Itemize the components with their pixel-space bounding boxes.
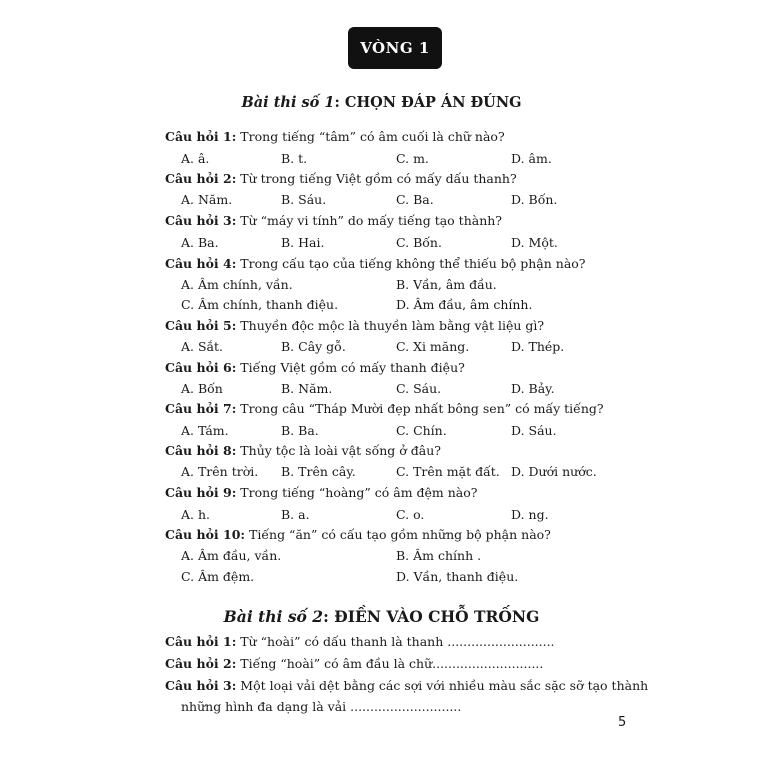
question-text: Từ trong tiếng Việt gồm có mấy dấu thanh? <box>236 171 517 186</box>
s1-q10-option-c: C. Âm đệm. <box>181 569 255 584</box>
s1-question-2 <box>165 171 517 186</box>
s1-q4-option-a: A. Âm chính, vần. <box>181 277 293 292</box>
s1-q3-option-d: D. Một. <box>511 235 558 250</box>
s1-q3-option-a: A. Ba. <box>181 235 219 250</box>
s1-q8-option-d: D. Dưới nước. <box>511 464 597 479</box>
s1-q5-option-b: B. Cây gỗ. <box>281 339 346 354</box>
s1-q4-option-b: B. Vần, âm đầu. <box>396 277 497 292</box>
section-1-title <box>0 94 763 111</box>
s1-q6-option-a: A. Bốn <box>181 381 223 396</box>
s1-q4-option-d: D. Âm đầu, âm chính. <box>396 297 533 312</box>
s1-q8-option-b: B. Trên cây. <box>281 464 356 479</box>
s1-q9-option-c: C. o. <box>396 507 425 522</box>
question-label: Câu hỏi 5: <box>165 318 237 333</box>
s1-q1-option-c: C. m. <box>396 151 429 166</box>
s1-question-10 <box>165 527 551 542</box>
s1-q5-option-d: D. Thép. <box>511 339 565 354</box>
s1-q2-option-a: A. Năm. <box>181 192 233 207</box>
s1-q7-option-b: B. Ba. <box>281 423 319 438</box>
s1-q5-option-a: A. Sắt. <box>181 339 223 354</box>
s1-q10-option-a: A. Âm đầu, vần. <box>181 548 282 563</box>
s1-q10-option-b: B. Âm chính . <box>396 548 482 563</box>
s2-question-2 <box>165 656 543 671</box>
s1-question-8 <box>165 443 441 458</box>
s1-q6-option-d: D. Bảy. <box>511 381 555 396</box>
s1-q8-option-a: A. Trên trời. <box>181 464 259 479</box>
question-label: Câu hỏi 1: <box>165 129 237 144</box>
question-text: Từ “hoài” có dấu thanh là thanh ........................... <box>236 634 555 649</box>
s1-q1-option-d: D. âm. <box>511 151 552 166</box>
s2-question-1 <box>165 634 555 649</box>
section-2-title <box>0 607 763 626</box>
s1-q10-option-d: D. Vần, thanh điệu. <box>396 569 519 584</box>
s1-question-4 <box>165 256 586 271</box>
s1-question-5 <box>165 318 544 333</box>
s1-q9-option-b: B. a. <box>281 507 310 522</box>
s1-question-9 <box>165 485 477 500</box>
section-2-title-tail: : ĐIỀN VÀO CHỖ TRỐNG <box>323 607 540 626</box>
question-text: Tiếng “hoài” có âm đầu là chữ............................ <box>236 656 544 671</box>
s1-q7-option-a: A. Tám. <box>181 423 229 438</box>
s1-q9-option-a: A. h. <box>181 507 210 522</box>
question-label: Câu hỏi 6: <box>165 360 237 375</box>
s1-q9-option-d: D. ng. <box>511 507 549 522</box>
question-label: Câu hỏi 8: <box>165 443 237 458</box>
s1-q4-option-c: C. Âm chính, thanh điệu. <box>181 297 339 312</box>
s1-q1-option-b: B. t. <box>281 151 308 166</box>
s1-question-7 <box>165 401 604 416</box>
round-badge: VÒNG 1 <box>348 27 442 69</box>
s1-question-6 <box>165 360 465 375</box>
s1-q3-option-b: B. Hai. <box>281 235 325 250</box>
s1-question-3 <box>165 213 502 228</box>
s1-q6-option-b: B. Năm. <box>281 381 333 396</box>
question-text: Từ “máy vi tính” do mấy tiếng tạo thành? <box>236 213 503 228</box>
s1-q8-option-c: C. Trên mặt đất. <box>396 464 500 479</box>
question-text: Trong cấu tạo của tiếng không thể thiếu bộ phận nào? <box>236 256 586 271</box>
question-text: Thủy tộc là loài vật sống ở đâu? <box>236 443 441 458</box>
s1-q1-option-a: A. â. <box>181 151 210 166</box>
question-text: Thuyền độc mộc là thuyền làm bằng vật liệu gì? <box>236 318 545 333</box>
question-text: Trong câu “Tháp Mười đẹp nhất bông sen” có mấy tiếng? <box>236 401 604 416</box>
question-label: Câu hỏi 4: <box>165 256 237 271</box>
s1-q2-option-d: D. Bốn. <box>511 192 558 207</box>
s1-question-1 <box>165 129 505 144</box>
section-1-title-lead: Bài thi số 1 <box>241 94 335 111</box>
question-text: Trong tiếng “hoàng” có âm đệm nào? <box>236 485 478 500</box>
s1-q7-option-c: C. Chín. <box>396 423 447 438</box>
s1-q5-option-c: C. Xi măng. <box>396 339 470 354</box>
question-text: Trong tiếng “tâm” có âm cuối là chữ nào? <box>236 129 505 144</box>
question-label: Câu hỏi 10: <box>165 527 246 542</box>
question-text: Tiếng Việt gồm có mấy thanh điệu? <box>236 360 465 375</box>
question-label: Câu hỏi 1: <box>165 634 237 649</box>
question-label: Câu hỏi 7: <box>165 401 237 416</box>
section-2-title-lead: Bài thi số 2 <box>223 607 324 626</box>
question-label: Câu hỏi 3: <box>165 213 237 228</box>
s1-q2-option-b: B. Sáu. <box>281 192 327 207</box>
s2-question-3 <box>165 678 648 693</box>
s1-q6-option-c: C. Sáu. <box>396 381 442 396</box>
question-label: Câu hỏi 2: <box>165 656 237 671</box>
s1-q7-option-d: D. Sáu. <box>511 423 557 438</box>
question-label: Câu hỏi 9: <box>165 485 237 500</box>
page-number: 5 <box>618 715 627 730</box>
section-1-title-tail: : CHỌN ĐÁP ÁN ĐÚNG <box>334 94 522 111</box>
question-label: Câu hỏi 3: <box>165 678 237 693</box>
question-text: Một loại vải dệt bằng các sợi với nhiều màu sắc sặc sỡ tạo thành <box>236 678 649 693</box>
s2-question-3-continuation: những hình đa dạng là vải ............................ <box>181 699 462 714</box>
s1-q3-option-c: C. Bốn. <box>396 235 442 250</box>
question-text: Tiếng “ăn” có cấu tạo gồm những bộ phận nào? <box>245 527 551 542</box>
s1-q2-option-c: C. Ba. <box>396 192 434 207</box>
question-label: Câu hỏi 2: <box>165 171 237 186</box>
